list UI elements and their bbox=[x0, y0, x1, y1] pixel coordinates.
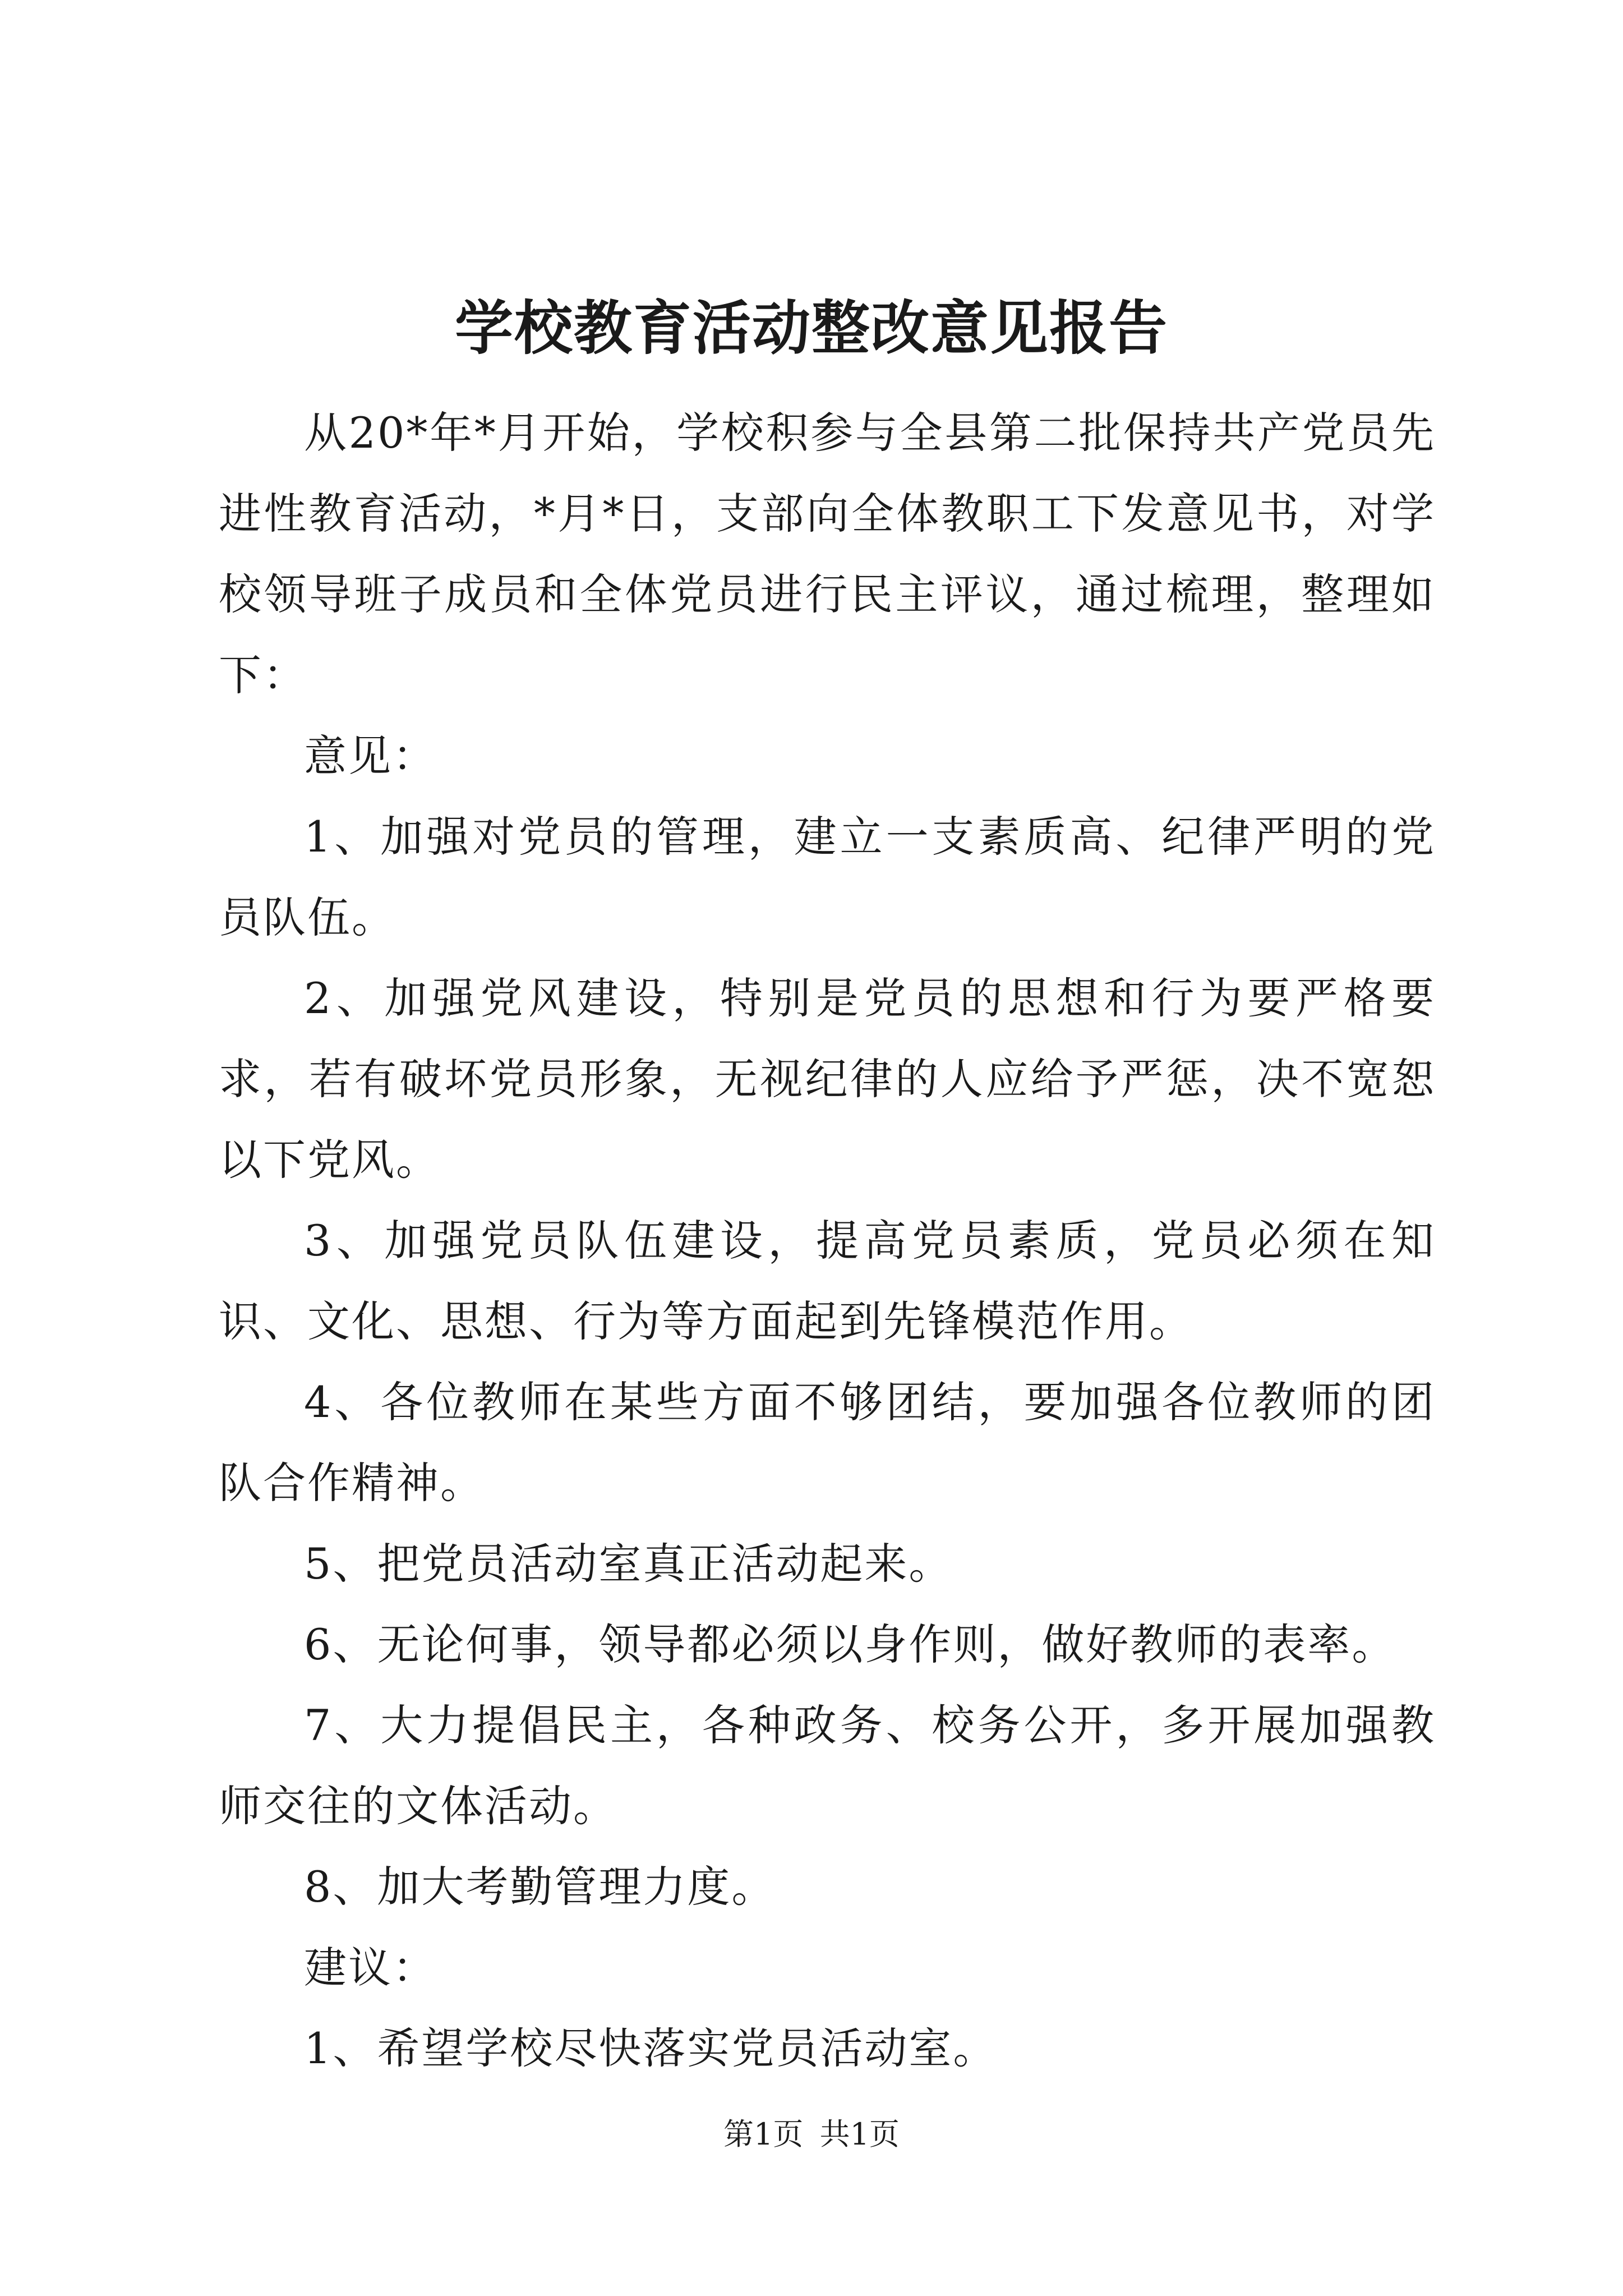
opinion-item-7: 7、大力提倡民主，各种政务、校务公开，多开展加强教师交往的文体活动。 bbox=[219, 1700, 1436, 1831]
document-body bbox=[219, 393, 1436, 2089]
opinion-item-4: 4、各位教师在某些方面不够团结，要加强各位教师的团队合作精神。 bbox=[219, 1377, 1436, 1508]
suggestions-heading: 建议： bbox=[304, 1943, 437, 1993]
opinion-item-6: 6、无论何事，领导都必须以身作则，做好教师的表率。 bbox=[304, 1619, 1396, 1669]
suggestion-item-1: 1、希望学校尽快落实党员活动室。 bbox=[304, 2023, 998, 2073]
opinion-item-1: 1、加强对党员的管理，建立一支素质高、纪律严明的党员队伍。 bbox=[219, 812, 1436, 942]
intro-paragraph: 从20*年*月开始，学校积参与全县第二批保持共产党员先进性教育活动，*月*日，支部向全体教职工下发意见书，对学校领导班子成员和全体党员进行民主评议，通过梳理，整理如下： bbox=[219, 408, 1436, 700]
document-title: 学校教育活动整改意见报告 bbox=[454, 293, 1168, 362]
opinion-item-5: 5、把党员活动室真正活动起来。 bbox=[304, 1539, 953, 1589]
opinion-item-2: 2、加强党风建设，特别是党员的思想和行为要严格要求，若有破坏党员形象，无视纪律的人应给予严惩，决不宽恕以下党风。 bbox=[219, 973, 1436, 1185]
page-number: 第1页 bbox=[723, 2116, 804, 2152]
opinion-item-3: 3、加强党员队伍建设，提高党员素质，党员必须在知识、文化、思想、行为等方面起到先锋模范作用。 bbox=[219, 1216, 1436, 1346]
opinion-item-8: 8、加大考勤管理力度。 bbox=[304, 1862, 776, 1912]
opinions-heading: 意见： bbox=[304, 731, 437, 781]
page-footer bbox=[0, 2115, 1623, 2154]
page-total: 共1页 bbox=[819, 2116, 900, 2152]
